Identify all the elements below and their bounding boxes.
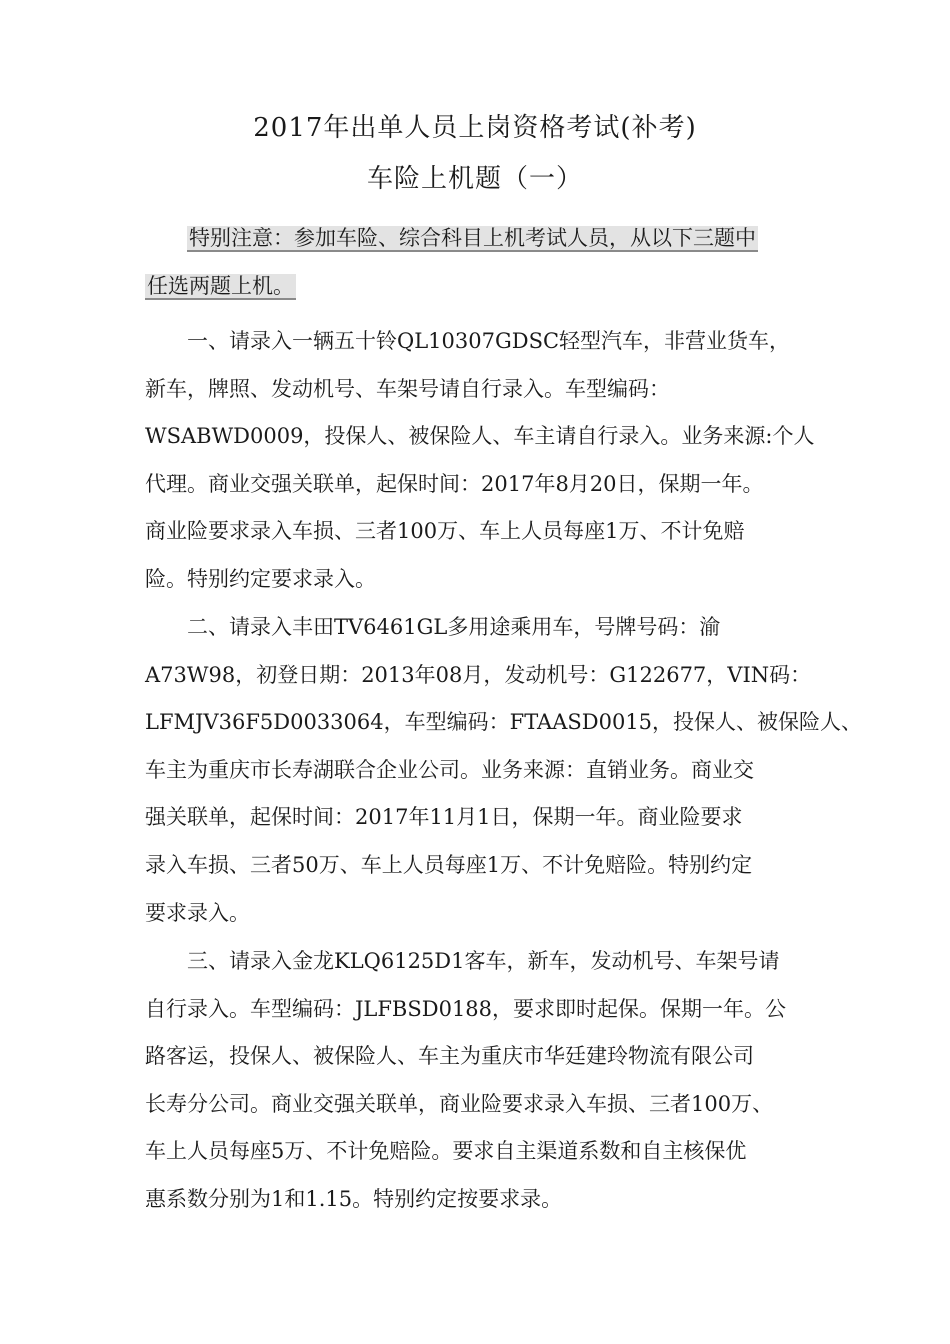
question-3-line: 车上人员每座5万、不计免赔险。要求自主渠道系数和自主核保优	[145, 1139, 747, 1164]
question-2-line: 二、请录入丰田TV6461GL多用途乘用车，号牌号码：渝	[187, 615, 721, 639]
notice-line-1: 特别注意：参加车险、综合科目上机考试人员，从以下三题中	[189, 226, 756, 250]
document-subtitle: 车险上机题（一）	[366, 164, 583, 194]
question-1-line: 代理。商业交强关联单，起保时间：2017年8月20日，保期一年。	[145, 471, 764, 496]
question-1-line: 新车，牌照、发动机号、车架号请自行录入。车型编码：	[145, 376, 670, 401]
question-1	[145, 318, 815, 604]
question-1-line: 一、请录入一辆五十铃QL10307GDSC轻型汽车，非营业货车，	[187, 329, 791, 353]
question-3-line: 长寿分公司。商业交强关联单，商业险要求录入车损、三者100万、	[145, 1091, 774, 1116]
question-1-line: WSABWD0009，投保人、被保险人、车主请自行录入。业务来源:个人	[145, 424, 815, 449]
document-title: 2017年出单人员上岗资格考试(补考)	[253, 113, 697, 143]
question-1-line: 商业险要求录入车损、三者100万、车上人员每座1万、不计免赔	[145, 519, 745, 544]
notice-line-2: 任选两题上机。	[147, 274, 294, 298]
question-3-line: 三、请录入金龙KLQ6125D1客车，新车，发动机号、车架号请	[187, 949, 780, 973]
question-2-line: 录入车损、三者50万、车上人员每座1万、不计免赔险。特别约定	[145, 852, 753, 877]
question-2-line: 要求录入。	[145, 900, 250, 925]
question-2-line: A73W98，初登日期：2013年08月，发动机号：G122677，VIN码：	[145, 662, 812, 687]
question-2-line: 强关联单，起保时间：2017年11月1日，保期一年。商业险要求	[145, 805, 743, 830]
special-notice	[145, 214, 805, 310]
question-2-line: 车主为重庆市长寿湖联合企业公司。业务来源：直销业务。商业交	[145, 757, 754, 782]
question-3-line: 自行录入。车型编码：JLFBSD0188，要求即时起保。保期一年。公	[145, 996, 787, 1021]
question-3-line: 惠系数分别为1和1.15。特别约定按要求录。	[145, 1186, 563, 1211]
question-2-line: LFMJV36F5D0033064，车型编码：FTAASD0015，投保人、被保险人、	[145, 710, 863, 735]
question-1-line: 险。特别约定要求录入。	[145, 566, 376, 591]
question-3-line: 路客运，投保人、被保险人、车主为重庆市华廷建玲物流有限公司	[145, 1044, 754, 1069]
question-3	[145, 938, 810, 1224]
question-2	[145, 604, 863, 937]
